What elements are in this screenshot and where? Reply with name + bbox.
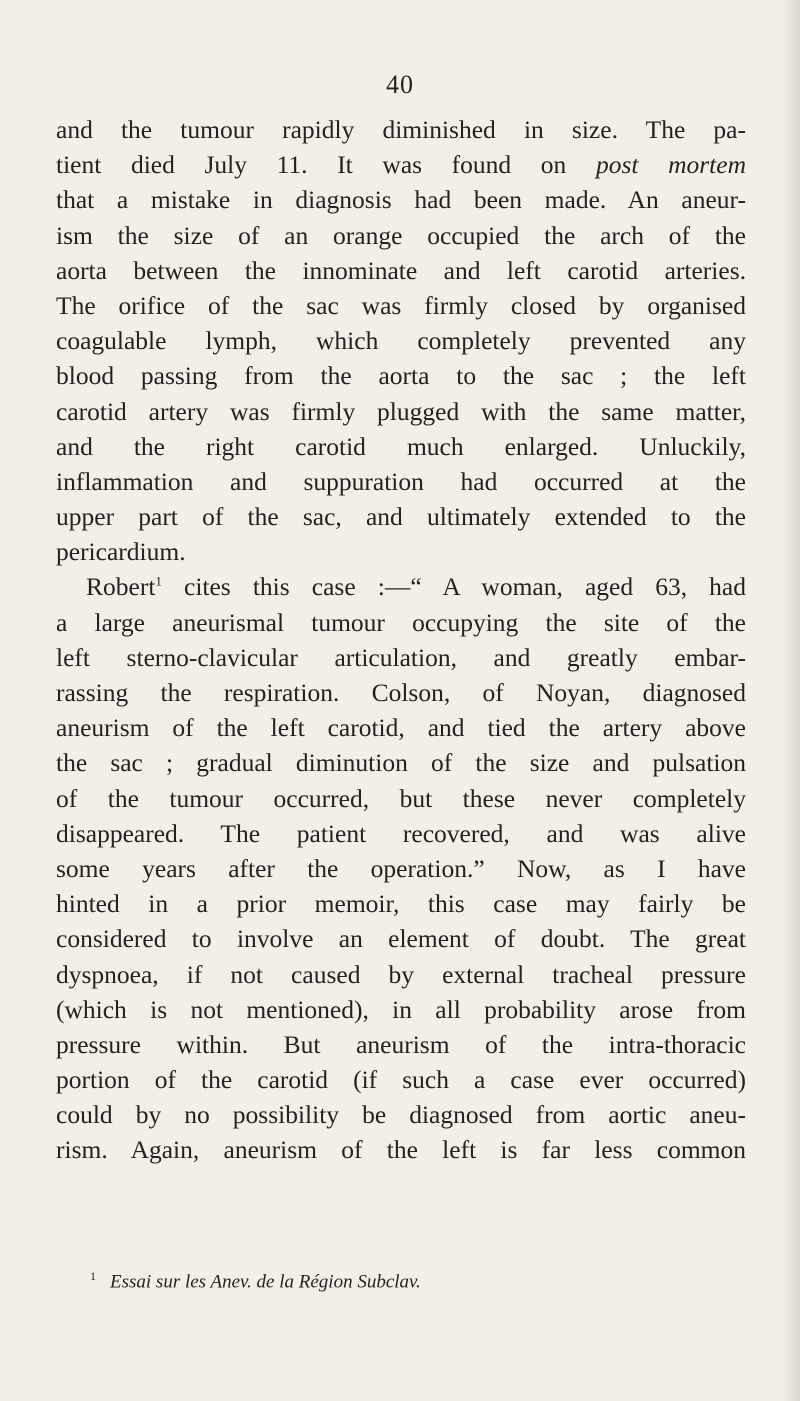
text-line: rassing the respiration. Colson, of Noyan, diagnosed xyxy=(56,678,746,707)
text-line xyxy=(56,147,746,182)
text-line: that a mistake in diagnosis had been made. An aneur- xyxy=(56,185,746,215)
text-line: aneurism of the left carotid, and tied the artery above xyxy=(56,713,746,743)
text-line: and the right carotid much enlarged. Unluckily, xyxy=(56,431,746,461)
text-line: blood passing from the aorta to the sac ; the left xyxy=(56,361,746,391)
text-line: could by no possibility be diagnosed from aortic aneu- xyxy=(56,1100,746,1130)
text-line: considered to involve an element of doubt. The great xyxy=(56,924,746,954)
page-edge-shadow xyxy=(782,0,800,1401)
text-line: portion of the carotid (if such a case ever occurred) xyxy=(56,1065,746,1095)
text-line: The orifice of the sac was firmly closed by organised xyxy=(56,290,746,320)
text-line: of the tumour occurred, but these never completely xyxy=(56,783,746,813)
text-span: tient died July 11. It was found on xyxy=(56,150,596,180)
body-text xyxy=(56,112,746,1168)
text-line: upper part of the sac, and ultimately extended to the xyxy=(56,502,746,532)
text-line: rism. Again, aneurism of the left is far less common xyxy=(56,1135,746,1165)
text-line: pressure within. But aneurism of the intra-thoracic xyxy=(56,1029,746,1059)
footnote-reference: 1 xyxy=(155,573,162,589)
text-line: coagulable lymph, which completely prevented any xyxy=(56,326,746,356)
text-span: Robert xyxy=(86,572,156,602)
text-line: and the tumour rapidly diminished in size. The pa- xyxy=(56,115,746,144)
text-line: hinted in a prior memoir, this case may fairly be xyxy=(56,889,746,919)
text-line: carotid artery was firmly plugged with the same matter, xyxy=(56,396,746,426)
text-line: the sac ; gradual diminution of the size and pulsation xyxy=(56,748,746,778)
text-line: aorta between the innominate and left carotid arteries. xyxy=(56,255,746,285)
text-line: some years after the operation.” Now, as I have xyxy=(56,853,746,883)
text-line: a large aneurismal tumour occupying the site of the xyxy=(56,607,746,637)
text-line: disappeared. The patient recovered, and was alive xyxy=(56,818,746,848)
footnote-mark: 1 xyxy=(90,1269,96,1283)
footnote-text: Essai sur les Anev. de la Région Subclav. xyxy=(110,1271,421,1293)
text-line: left sterno-clavicular articulation, and greatly embar- xyxy=(56,642,746,672)
text-line xyxy=(56,569,746,604)
text-line: inflammation and suppuration had occurred at the xyxy=(56,466,746,496)
page-number: 40 xyxy=(386,70,414,99)
text-line: (which is not mentioned), in all probability arose from xyxy=(56,994,746,1024)
text-line: dyspnoea, if not caused by external tracheal pressure xyxy=(56,959,746,989)
footnote xyxy=(90,1263,730,1295)
text-span: cites this case :—“ A woman, aged 63, had xyxy=(161,572,746,602)
italic-phrase: post mortem xyxy=(595,150,747,180)
text-line: pericardium. xyxy=(56,537,186,567)
text-line: ism the size of an orange occupied the arch of the xyxy=(56,220,746,250)
